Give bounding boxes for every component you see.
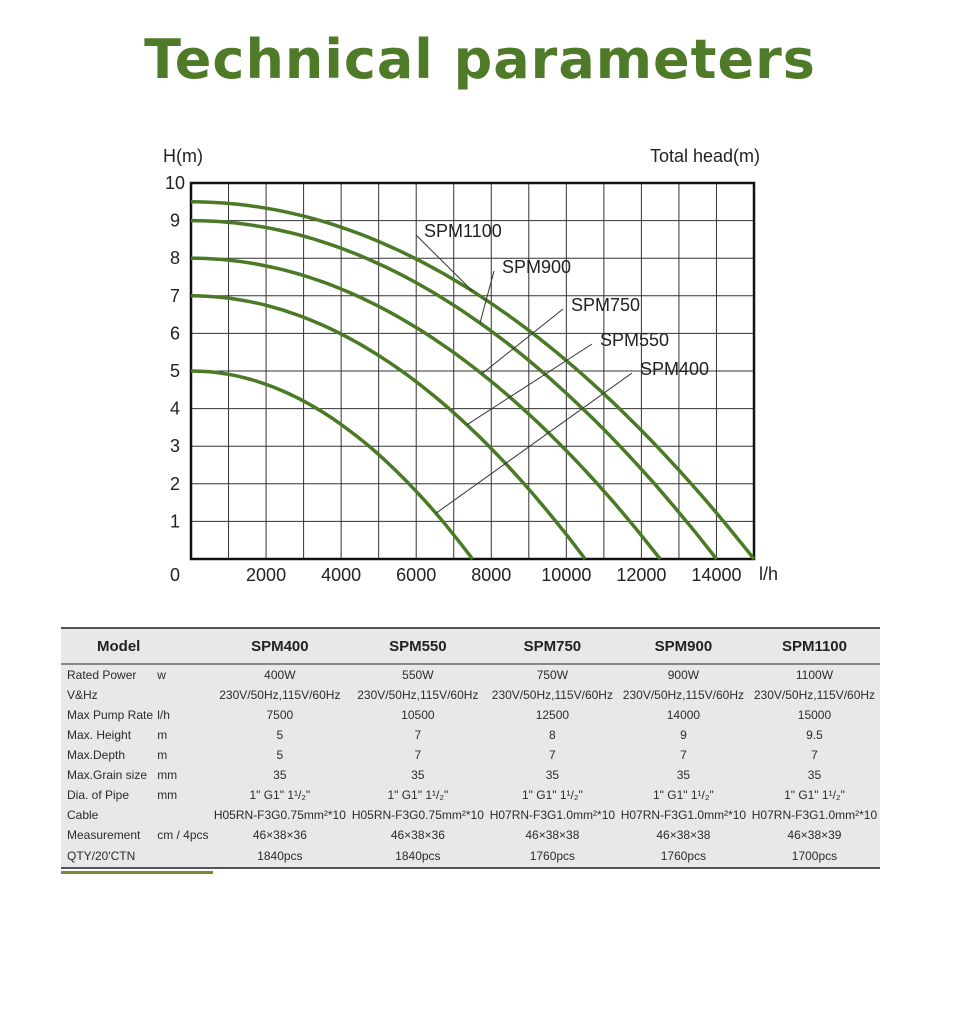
- y-tick-label: 8: [169, 248, 181, 269]
- spec-row: [61, 805, 880, 825]
- chart-title: Total head(m): [649, 146, 760, 166]
- x-axis-label: l/h: [759, 564, 779, 584]
- model-col-header: SPM1100: [749, 628, 880, 664]
- spec-row: [61, 785, 880, 805]
- spec-cell: 46×38×36: [390, 828, 445, 842]
- x-tick-label: 14000: [691, 565, 742, 585]
- spec-table: [61, 627, 880, 869]
- table-accent-bar: [61, 871, 213, 874]
- x-tick-label: 12000: [616, 565, 667, 585]
- spec-cell: 1840pcs: [395, 849, 441, 863]
- spec-cell: 230V/50Hz,115V/60Hz: [622, 688, 744, 702]
- spec-row: [61, 845, 880, 868]
- y-tick-label: 7: [169, 285, 181, 306]
- spec-cell: 14000: [666, 708, 701, 722]
- y-axis-label: H(m): [163, 146, 203, 166]
- spec-cell: 400W: [264, 668, 296, 682]
- series-label: SPM550: [600, 330, 670, 350]
- spec-row-unit: [157, 845, 211, 868]
- x-tick-label: 2000: [246, 565, 287, 585]
- spec-row-label: Measurement: [67, 828, 141, 842]
- spec-cell: 35: [411, 768, 425, 782]
- spec-cell: 10500: [401, 708, 435, 722]
- spec-cell: 7: [680, 748, 687, 762]
- spec-cell: 35: [545, 768, 560, 782]
- spec-cell: 1" G1" 1¹/₂": [784, 788, 845, 802]
- y-tick-label: 1: [169, 511, 181, 532]
- spec-cell: 46×38×38: [656, 828, 711, 842]
- spec-cell: 1760pcs: [529, 849, 576, 863]
- model-col-header: SPM750: [487, 628, 618, 664]
- spec-cell: 230V/50Hz,115V/60Hz: [491, 688, 613, 702]
- spec-row-unit: mm: [157, 788, 178, 802]
- spec-cell: 230V/50Hz,115V/60Hz: [219, 688, 341, 702]
- curve-spm1100: [191, 202, 754, 559]
- spec-cell: 1" G1" 1¹/₂": [387, 788, 449, 802]
- y-tick-label: 5: [169, 361, 181, 381]
- spec-cell: 7500: [266, 708, 294, 722]
- y-tick-label: 6: [169, 323, 181, 344]
- spec-cell: 5: [276, 728, 284, 742]
- y-tick-label: 9: [169, 210, 181, 231]
- model-col-header: SPM900: [618, 628, 749, 664]
- spec-row-label: Cable: [67, 808, 99, 822]
- spec-cell: 15000: [797, 708, 832, 722]
- spec-row-label: Max.Depth: [67, 748, 126, 762]
- spec-row: [61, 685, 880, 705]
- spec-row-unit: [157, 685, 211, 705]
- y-tick-label: 4: [169, 398, 181, 419]
- spec-cell: 1700pcs: [791, 849, 838, 863]
- spec-cell: 750W: [536, 668, 569, 682]
- spec-cell: H05RN-F3G0.75mm²*10: [213, 808, 346, 822]
- spec-cell: 1" G1" 1¹/₂": [653, 788, 714, 802]
- model-col-header: SPM400: [211, 628, 349, 664]
- spec-row-label: Max.Grain size: [67, 768, 148, 782]
- spec-cell: 35: [273, 768, 287, 782]
- spec-cell: 1" G1" 1¹/₂": [521, 788, 583, 802]
- spec-cell: 9.5: [806, 728, 823, 742]
- y-tick-label: 10: [164, 173, 186, 193]
- spec-cell: 35: [807, 768, 822, 782]
- spec-cell: H05RN-F3G0.75mm²*10: [351, 808, 484, 822]
- spec-cell: 9: [680, 728, 687, 742]
- x-tick-label: 10000: [541, 565, 592, 585]
- spec-cell: 1" G1" 1¹/₂": [249, 788, 311, 802]
- leader-line: [482, 309, 563, 374]
- spec-row-unit: mm: [157, 768, 178, 782]
- spec-row-unit: m: [157, 748, 168, 762]
- spec-cell: 8: [549, 728, 556, 742]
- spec-cell: 230V/50Hz,115V/60Hz: [357, 688, 479, 702]
- spec-row: [61, 765, 880, 785]
- spec-row: [61, 705, 880, 725]
- spec-row-unit: m: [157, 728, 168, 742]
- spec-row-label: QTY/20'CTN: [67, 849, 136, 863]
- spec-row-label: Max. Height: [67, 728, 132, 742]
- spec-row: [61, 664, 880, 685]
- spec-row-label: Max Pump Rate: [67, 708, 154, 722]
- series-label: SPM900: [502, 257, 572, 277]
- curve-spm400: [191, 371, 473, 559]
- x-tick-label: 4000: [321, 565, 362, 585]
- spec-row-unit: [157, 805, 211, 825]
- x-tick-label: 8000: [471, 565, 512, 585]
- spec-row-label: Dia. of Pipe: [67, 788, 130, 802]
- spec-cell: 46×38×38: [525, 828, 580, 842]
- spec-cell: 7: [549, 748, 556, 762]
- spec-row-label: Rated Power: [67, 668, 137, 682]
- spec-cell: 550W: [402, 668, 434, 682]
- spec-row: [61, 745, 880, 765]
- spec-cell: 1840pcs: [257, 849, 303, 863]
- y-tick-label: 3: [169, 436, 181, 457]
- spec-cell: 900W: [667, 668, 700, 682]
- spec-header-row: [61, 628, 880, 664]
- spec-cell: 1760pcs: [660, 849, 707, 863]
- model-col-header: SPM550: [349, 628, 487, 664]
- model-header: Model: [61, 628, 211, 664]
- spec-cell: 7: [811, 748, 818, 762]
- page-title: Technical parameters: [144, 28, 816, 91]
- spec-cell: H07RN-F3G1.0mm²*10: [620, 808, 747, 822]
- spec-cell: 230V/50Hz,115V/60Hz: [753, 688, 876, 702]
- y-tick-label: 2: [169, 473, 181, 494]
- spec-row-unit: l/h: [157, 708, 170, 722]
- spec-cell: 35: [676, 768, 691, 782]
- x-tick-label: 0: [169, 565, 181, 585]
- chart-curves: [191, 202, 754, 559]
- spec-cell: H07RN-F3G1.0mm²*10: [751, 808, 878, 822]
- spec-cell: H07RN-F3G1.0mm²*10: [489, 808, 616, 822]
- x-tick-label: 6000: [396, 565, 437, 585]
- series-label: SPM1100: [424, 221, 502, 241]
- spec-cell: 7: [414, 748, 422, 762]
- spec-cell: 5: [276, 748, 284, 762]
- spec-cell: 12500: [535, 708, 570, 722]
- spec-row-unit: w: [157, 668, 166, 682]
- spec-cell: 46×38×36: [252, 828, 307, 842]
- spec-cell: 7: [414, 728, 422, 742]
- spec-cell: 46×38×39: [787, 828, 842, 842]
- spec-row: [61, 725, 880, 745]
- spec-cell: 1100W: [795, 668, 834, 682]
- series-label: SPM750: [571, 295, 641, 315]
- series-label: SPM400: [640, 359, 710, 379]
- spec-row: [61, 825, 880, 845]
- spec-row-unit: cm / 4pcs: [157, 828, 209, 842]
- spec-row-label: V&Hz: [67, 688, 98, 702]
- curve-spm550: [191, 296, 585, 559]
